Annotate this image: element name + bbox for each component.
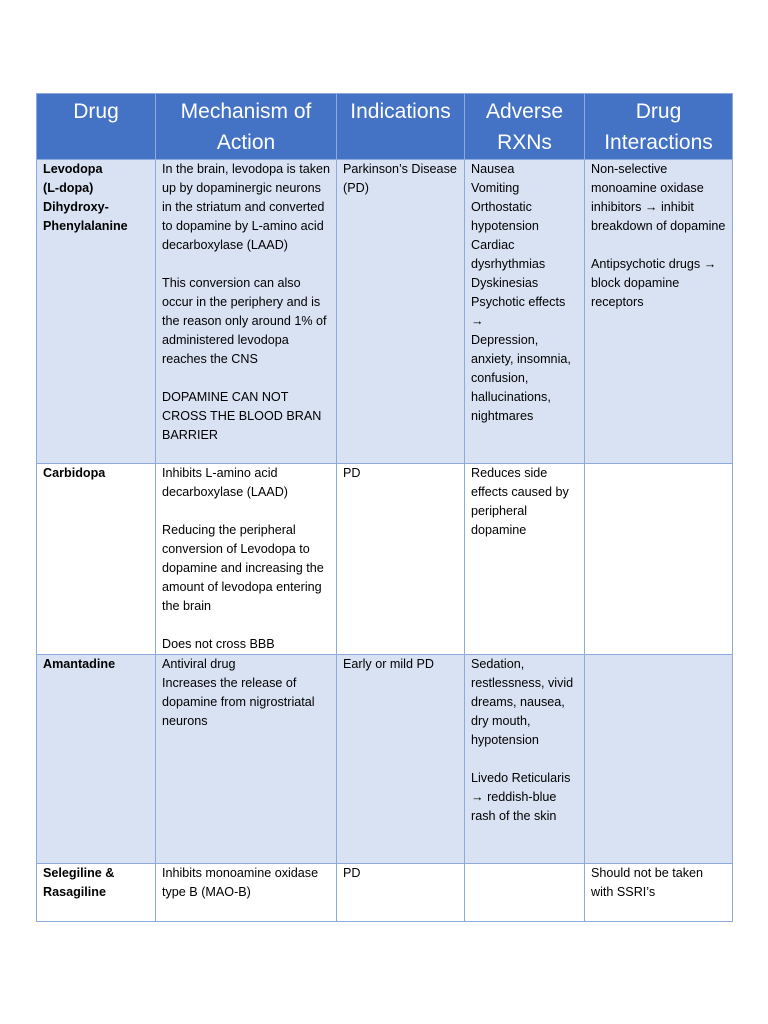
- table-row: [37, 655, 733, 864]
- adverse-reactions-cell: Reduces side effects caused by peripheral dopamine: [465, 464, 585, 655]
- drug-interactions-cell: [585, 464, 733, 655]
- drug-interactions-cell: Non-selective monoamine oxidase inhibitors → inhibit breakdown of dopamine Antipsychotic drugs → block dopamine receptors: [585, 160, 733, 464]
- drug-interactions-cell: Should not be taken with SSRI’s: [585, 864, 733, 922]
- mechanism-cell: In the brain, levodopa is taken up by dopaminergic neurons in the striatum and converted to dopamine by L-amino acid decarboxylase (LAAD) This conversion can also occur in the periphery and is the reason only around 1% of administered levodopa reaches the CNS DOPAMINE CAN NOT CROSS THE BLOOD BRAN BARRIER: [156, 160, 337, 464]
- table-row: [37, 864, 733, 922]
- table-row: [37, 160, 733, 464]
- drug-name-cell: Levodopa (L-dopa) Dihydroxy- Phenylalanine: [37, 160, 156, 464]
- drug-table: [36, 93, 733, 922]
- adverse-reactions-cell: Nausea Vomiting Orthostatic hypotension Cardiac dysrhythmias Dyskinesias Psychotic effects → Depression, anxiety, insomnia, confusion, hallucinations, nightmares: [465, 160, 585, 464]
- drug-name-cell: Selegiline & Rasagiline: [37, 864, 156, 922]
- indications-cell: Parkinson’s Disease (PD): [337, 160, 465, 464]
- drug-interactions-cell: [585, 655, 733, 864]
- mechanism-cell: Inhibits L-amino acid decarboxylase (LAAD) Reducing the peripheral conversion of Levodopa to dopamine and increasing the amount of levodopa entering the brain Does not cross BBB: [156, 464, 337, 655]
- header-indications: Indications: [337, 94, 465, 160]
- drug-name-cell: Carbidopa: [37, 464, 156, 655]
- header-row: [37, 94, 733, 160]
- mechanism-cell: Inhibits monoamine oxidase type B (MAO-B): [156, 864, 337, 922]
- adverse-reactions-cell: Sedation, restlessness, vivid dreams, nausea, dry mouth, hypotension Livedo Reticularis → reddish-blue rash of the skin: [465, 655, 585, 864]
- drug-name-cell: Amantadine: [37, 655, 156, 864]
- indications-cell: Early or mild PD: [337, 655, 465, 864]
- table-row: [37, 464, 733, 655]
- adverse-reactions-cell: [465, 864, 585, 922]
- mechanism-cell: Antiviral drug Increases the release of dopamine from nigrostriatal neurons: [156, 655, 337, 864]
- indications-cell: PD: [337, 464, 465, 655]
- indications-cell: PD: [337, 864, 465, 922]
- header-drug-interactions: Drug Interactions: [585, 94, 733, 160]
- header-mechanism: Mechanism of Action: [156, 94, 337, 160]
- header-drug: Drug: [37, 94, 156, 160]
- header-adverse-reactions: Adverse RXNs: [465, 94, 585, 160]
